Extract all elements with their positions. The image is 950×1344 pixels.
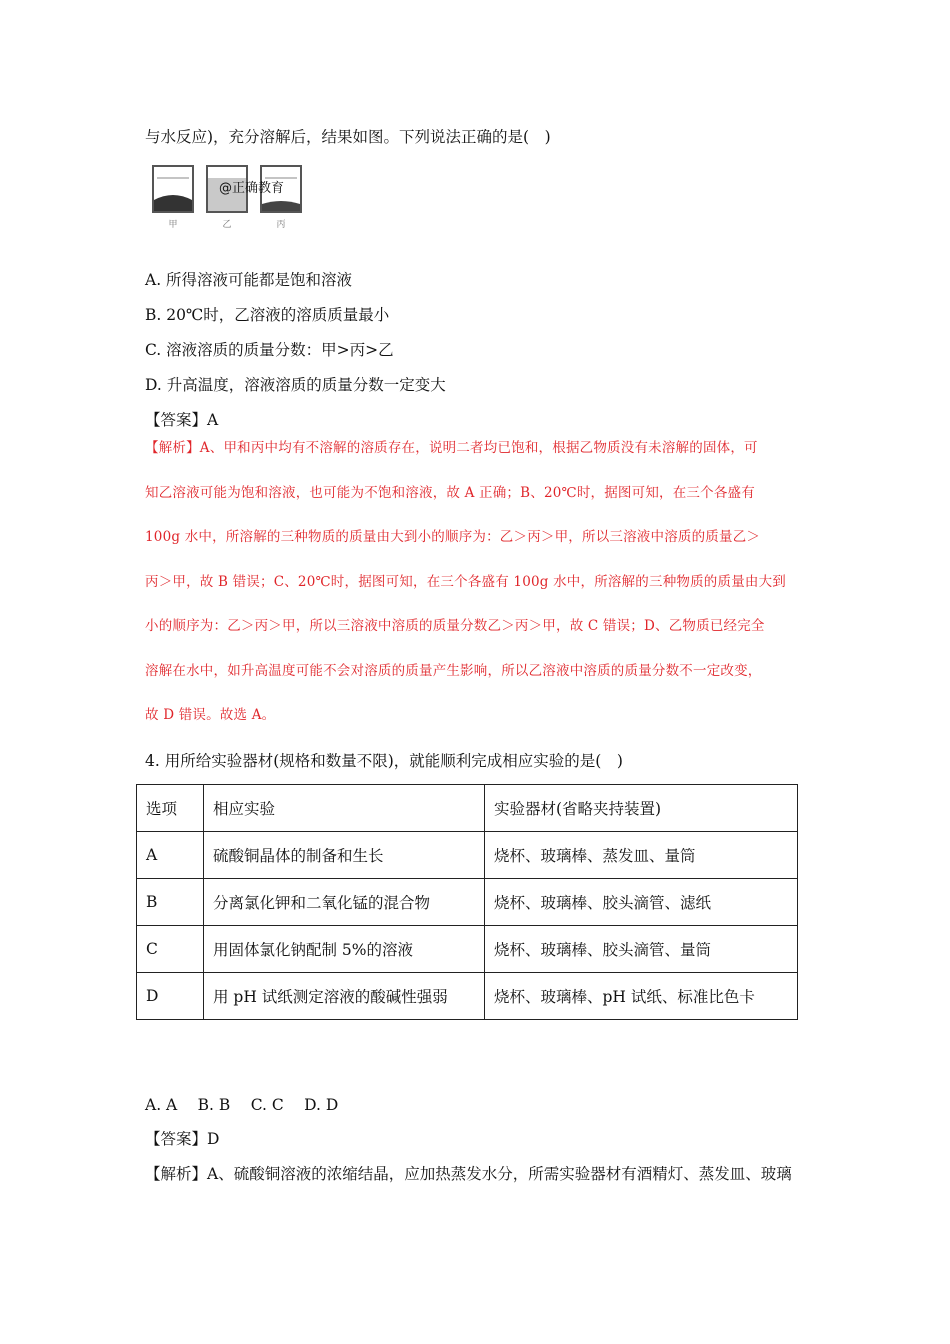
q4-analysis-start: 【解析】A、硫酸铜溶液的浓缩结晶，应加热蒸发水分，所需实验器材有酒精灯、蒸发皿、玻璃 [145, 1165, 792, 1183]
q4-table [136, 784, 798, 1020]
table-cell: 烧杯、玻璃棒、胶头滴管、量筒 [485, 926, 798, 973]
table-header-row [137, 785, 798, 832]
table-row [137, 879, 798, 926]
q3-analysis-line-6: 溶解在水中，如升高温度可能不会对溶质的质量产生影响，所以乙溶液中溶质的质量分数不一定改变， [145, 663, 762, 679]
table-cell: A [137, 832, 204, 879]
table-cell: 硫酸铜晶体的制备和生长 [204, 832, 485, 879]
beakers-figure [145, 160, 305, 232]
beaker-jia [153, 166, 193, 212]
q4-question: 4. 用所给实验器材(规格和数量不限)，就能顺利完成相应实验的是( ) [145, 752, 623, 770]
label-bing: 丙 [276, 220, 286, 230]
table-cell: 烧杯、玻璃棒、pH 试纸、标准比色卡 [485, 973, 798, 1020]
table-cell: D [137, 973, 204, 1020]
table-cell: 烧杯、玻璃棒、胶头滴管、滤纸 [485, 879, 798, 926]
q3-analysis-line-3: 100g 水中，所溶解的三种物质的质量由大到小的顺序为：乙＞丙＞甲，所以三溶液中溶质的质量乙＞ [145, 529, 761, 545]
table-row [137, 926, 798, 973]
q3-analysis-line-2: 知乙溶液可能为饱和溶液，也可能为不饱和溶液，故 A 正确；B、20℃时，据图可知，在三个各盛有 [145, 485, 755, 501]
table-cell: 分离氯化钾和二氧化锰的混合物 [204, 879, 485, 926]
table-cell: 用固体氯化钠配制 5%的溶液 [204, 926, 485, 973]
q3-option-d: D. 升高温度，溶液溶质的质量分数一定变大 [145, 376, 446, 394]
q3-option-b: B. 20℃时，乙溶液的溶质质量最小 [145, 306, 390, 324]
table-header-cell: 选项 [137, 785, 204, 832]
table-cell: B [137, 879, 204, 926]
q3-analysis-line-4: 丙＞甲，故 B 错误；C、20℃时，据图可知，在三个各盛有 100g 水中，所溶解的三种物质的质量由大到 [145, 574, 787, 590]
table-row [137, 832, 798, 879]
question-stem-tail: 与水反应)，充分溶解后，结果如图。下列说法正确的是( ) [145, 128, 551, 146]
table-header-cell: 相应实验 [204, 785, 485, 832]
figure-watermark: @正确教育 [219, 181, 285, 196]
q3-analysis-line-5: 小的顺序为：乙＞丙＞甲，所以三溶液中溶质的质量分数乙＞丙＞甲，故 C 错误；D、乙物质已经完全 [145, 618, 765, 634]
table-row [137, 973, 798, 1020]
table-cell: 用 pH 试纸测定溶液的酸碱性强弱 [204, 973, 485, 1020]
table-cell: C [137, 926, 204, 973]
q3-analysis-line-1: 【解析】A、甲和丙中均有不溶解的溶质存在，说明二者均已饱和，根据乙物质没有未溶解的固体，可 [145, 440, 758, 456]
label-jia: 甲 [168, 220, 178, 230]
q4-answer: 【答案】D [145, 1130, 220, 1148]
q4-options: A. A B. B C. C D. D [145, 1096, 339, 1114]
table-header-cell: 实验器材(省略夹持装置) [485, 785, 798, 832]
label-yi: 乙 [222, 220, 232, 230]
q3-option-a: A. 所得溶液可能都是饱和溶液 [145, 271, 353, 289]
q3-analysis-line-7: 故 D 错误。故选 A。 [145, 707, 276, 723]
q3-answer: 【答案】A [145, 411, 219, 429]
q3-option-c: C. 溶液溶质的质量分数：甲>丙>乙 [145, 341, 394, 359]
table-cell: 烧杯、玻璃棒、蒸发皿、量筒 [485, 832, 798, 879]
